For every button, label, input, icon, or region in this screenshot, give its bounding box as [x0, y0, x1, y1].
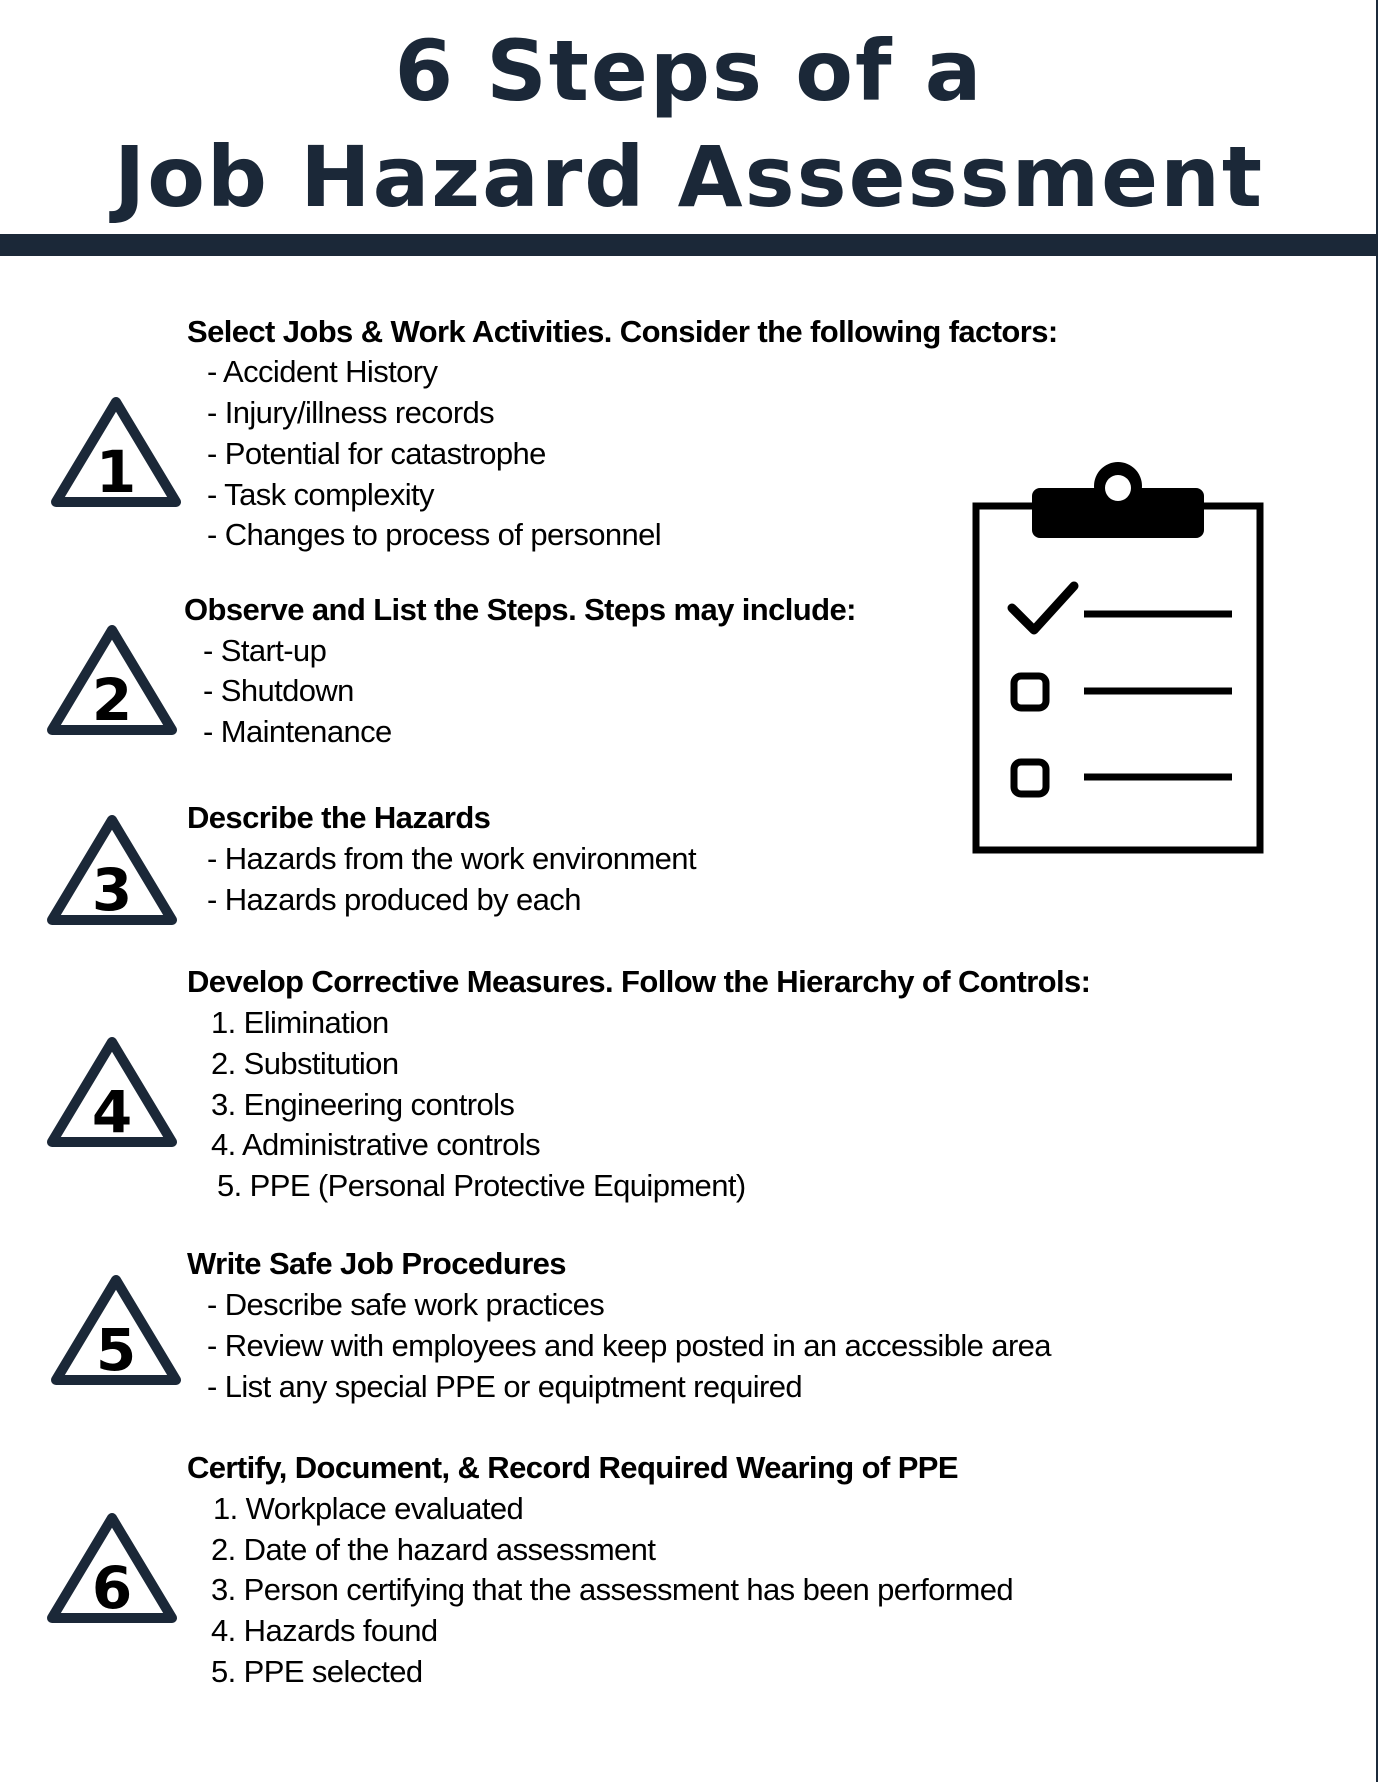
step-6-title: Certify, Document, & Record Required Wearing of PPE [187, 1450, 958, 1485]
step-2-item: - Shutdown [203, 673, 354, 708]
step-4-item: 5. PPE (Personal Protective Equipment) [217, 1168, 746, 1203]
step-2-number: 2 [91, 666, 133, 734]
title-divider [0, 234, 1378, 256]
step-2-triangle-icon [44, 622, 180, 738]
step-6-item: 1. Workplace evaluated [213, 1491, 524, 1526]
step-2-item: - Maintenance [203, 714, 392, 749]
step-4-triangle-icon [44, 1034, 180, 1150]
step-1-item: - Injury/illness records [207, 395, 495, 430]
step-6-item: 3. Person certifying that the assessment has been performed [211, 1572, 1014, 1607]
step-6-number: 6 [91, 1554, 133, 1622]
step-5-number: 5 [95, 1316, 137, 1384]
step-5-title: Write Safe Job Procedures [187, 1246, 566, 1281]
step-3-number: 3 [91, 856, 133, 924]
title-line-2: Job Hazard Assessment [113, 128, 1265, 226]
step-5-item: - List any special PPE or equiptment required [207, 1369, 803, 1404]
step-2-item: - Start-up [203, 633, 327, 668]
step-3-item: - Hazards from the work environment [207, 841, 696, 876]
clipboard-checklist-icon [972, 460, 1268, 858]
step-5-triangle-icon [48, 1272, 184, 1388]
step-4-item: 4. Administrative controls [211, 1127, 540, 1162]
step-5-item: - Review with employees and keep posted in an accessible area [207, 1328, 1051, 1363]
step-3-triangle-icon [44, 812, 180, 928]
step-1-item: - Potential for catastrophe [207, 436, 546, 471]
step-6-triangle-icon [44, 1510, 180, 1626]
step-1-item: - Accident History [207, 354, 438, 389]
step-4-title: Develop Corrective Measures. Follow the Hierarchy of Controls: [187, 964, 1091, 999]
step-1-item: - Task complexity [207, 477, 434, 512]
step-6-item: 4. Hazards found [211, 1613, 438, 1648]
step-4-item: 3. Engineering controls [211, 1087, 515, 1122]
step-3-item: - Hazards produced by each [207, 882, 581, 917]
step-1-number: 1 [95, 438, 137, 506]
step-1-title: Select Jobs & Work Activities. Consider the following factors: [187, 314, 1058, 349]
step-3-title: Describe the Hazards [187, 800, 491, 835]
step-1-item: - Changes to process of personnel [207, 517, 662, 552]
step-4-number: 4 [91, 1078, 133, 1146]
step-4-item: 1. Elimination [211, 1005, 389, 1040]
step-1-triangle-icon [48, 394, 184, 510]
step-6-item: 5. PPE selected [211, 1654, 423, 1689]
step-2-title: Observe and List the Steps. Steps may include: [184, 592, 856, 627]
step-5-item: - Describe safe work practices [207, 1287, 605, 1322]
step-4-item: 2. Substitution [211, 1046, 399, 1081]
title-line-1: 6 Steps of a [394, 22, 984, 120]
step-6-item: 2. Date of the hazard assessment [211, 1532, 656, 1567]
